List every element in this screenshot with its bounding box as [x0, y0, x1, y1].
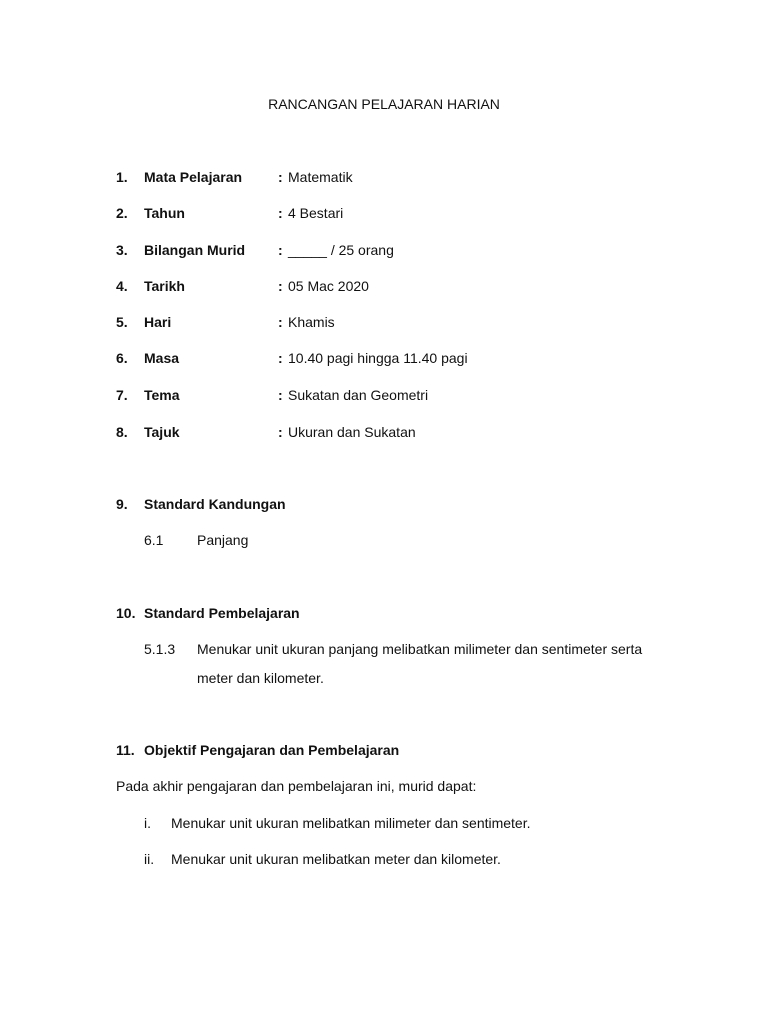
field-label: Tajuk [144, 424, 180, 440]
field-colon: : [278, 424, 283, 440]
field-number: 8. [116, 424, 128, 440]
field-number: 6. [116, 350, 128, 366]
field-label: Mata Pelajaran [144, 169, 243, 185]
field-label: Hari [144, 314, 172, 330]
field-number: 3. [116, 242, 128, 258]
field-number: 7. [116, 387, 128, 403]
field-colon: : [278, 278, 283, 294]
document-title: RANCANGAN PELAJARAN HARIAN [268, 96, 500, 112]
item-text: Panjang [197, 532, 249, 548]
field-value: Ukuran dan Sukatan [288, 424, 416, 440]
item-code: 5.1.3 [144, 641, 176, 657]
field-value: Khamis [288, 314, 335, 330]
item-code: 6.1 [144, 532, 164, 548]
item-roman-numeral: i. [144, 815, 151, 831]
item-text-line-2: meter dan kilometer. [197, 670, 324, 686]
section-title: Standard Pembelajaran [144, 605, 300, 621]
field-value: 10.40 pagi hingga 11.40 pagi [288, 350, 468, 366]
field-colon: : [278, 387, 283, 403]
field-colon: : [278, 242, 283, 258]
item-text-line-1: Menukar unit ukuran panjang melibatkan milimeter dan sentimeter serta [197, 641, 643, 657]
field-number: 4. [116, 278, 128, 294]
field-value: 05 Mac 2020 [288, 278, 369, 294]
field-number: 2. [116, 205, 128, 221]
section-title: Objektif Pengajaran dan Pembelajaran [144, 742, 400, 758]
field-label: Tema [144, 387, 180, 403]
field-value: 4 Bestari [288, 205, 344, 221]
field-label: Masa [144, 350, 180, 366]
field-number: 5. [116, 314, 128, 330]
section-number: 11. [116, 742, 135, 758]
item-text: Menukar unit ukuran melibatkan milimeter dan sentimeter. [171, 815, 531, 831]
item-roman-numeral: ii. [144, 851, 155, 867]
section-title: Standard Kandungan [144, 496, 286, 512]
item-text: Menukar unit ukuran melibatkan meter dan kilometer. [171, 851, 501, 867]
field-label: Bilangan Murid [144, 242, 246, 258]
field-number: 1. [116, 169, 128, 185]
field-value: Matematik [288, 169, 353, 185]
section-number: 9. [116, 496, 128, 512]
field-label: Tahun [144, 205, 185, 221]
field-value: _____ / 25 orang [288, 242, 394, 258]
field-label: Tarikh [144, 278, 185, 294]
field-colon: : [278, 350, 283, 366]
field-value: Sukatan dan Geometri [288, 387, 429, 403]
objektif-intro: Pada akhir pengajaran dan pembelajaran ini, murid dapat: [116, 778, 477, 794]
section-number: 10. [116, 605, 136, 621]
field-colon: : [278, 169, 283, 185]
field-colon: : [278, 205, 283, 221]
field-colon: : [278, 314, 283, 330]
